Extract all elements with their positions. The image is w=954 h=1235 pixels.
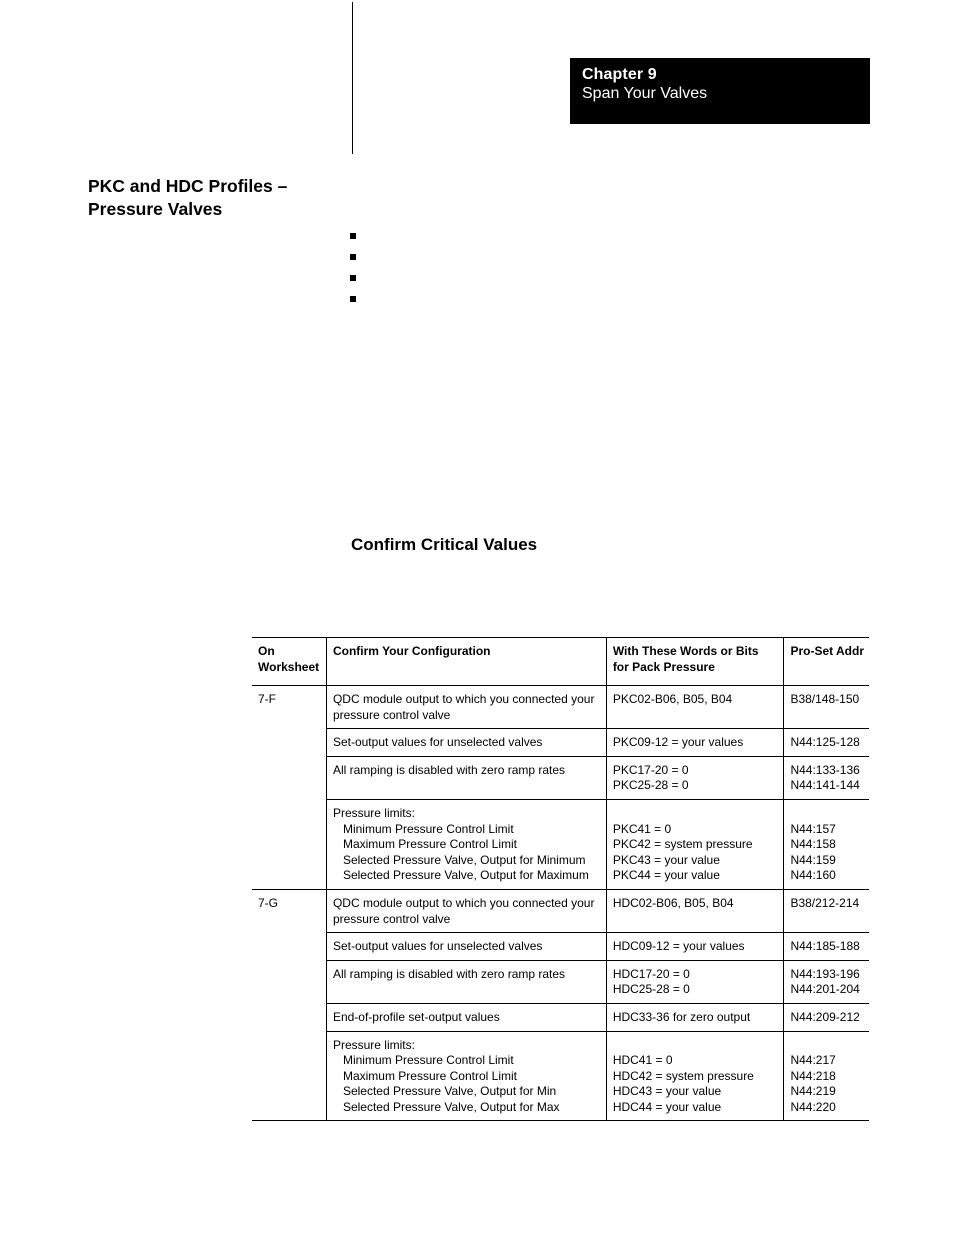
table-row bbox=[252, 729, 869, 757]
header-text: On bbox=[258, 644, 275, 658]
header-text: With These Words or Bits bbox=[612, 644, 759, 658]
cell-text: Selected Pressure Valve, Output for Maximum bbox=[342, 868, 589, 883]
cell-text: N44:160 bbox=[790, 868, 836, 883]
configuration-cell bbox=[326, 889, 606, 932]
words-bits-cell bbox=[606, 799, 784, 889]
header-addr bbox=[784, 638, 869, 686]
cell-text: PKC25-28 = 0 bbox=[612, 778, 689, 793]
cell-text: HDC33-36 for zero output bbox=[612, 1009, 751, 1024]
configuration-cell bbox=[326, 960, 606, 1003]
cell-text: Minimum Pressure Control Limit bbox=[342, 1053, 514, 1068]
configuration-cell bbox=[326, 933, 606, 961]
table-row bbox=[252, 756, 869, 799]
words-bits-cell bbox=[606, 1031, 784, 1121]
cell-text: PKC02-B06, B05, B04 bbox=[612, 692, 733, 706]
configuration-cell bbox=[326, 686, 606, 729]
configuration-cell bbox=[326, 756, 606, 799]
cell-text: N44:125-128 bbox=[790, 735, 860, 750]
worksheet-cell: 7-F bbox=[252, 686, 326, 890]
bullet-marker bbox=[350, 233, 356, 239]
cell-text: HDC09-12 = your values bbox=[612, 939, 745, 954]
words-bits-cell bbox=[606, 729, 784, 757]
cell-text: N44:185-188 bbox=[790, 939, 860, 954]
cell-text: N44:218 bbox=[790, 1068, 836, 1083]
pro-set-addr-cell bbox=[784, 799, 869, 889]
cell-text: pressure control valve bbox=[332, 911, 451, 926]
pro-set-addr-cell bbox=[784, 756, 869, 799]
cell-text: PKC44 = your value bbox=[612, 868, 720, 883]
cell-text: HDC42 = system pressure bbox=[612, 1068, 754, 1083]
table-row bbox=[252, 1031, 869, 1121]
cell-text: HDC43 = your value bbox=[612, 1084, 722, 1099]
pro-set-addr-cell bbox=[784, 960, 869, 1003]
cell-text: B38/212-214 bbox=[790, 895, 860, 910]
pro-set-addr-cell bbox=[784, 933, 869, 961]
words-bits-cell bbox=[606, 960, 784, 1003]
bullet-marker bbox=[350, 296, 356, 302]
cell-text: Set-output values for unselected valves bbox=[332, 939, 543, 954]
chapter-header-box bbox=[570, 58, 870, 124]
spacer-line bbox=[613, 806, 779, 822]
cell-text: PKC43 = your value bbox=[612, 852, 720, 867]
spacer-line bbox=[790, 806, 864, 822]
configuration-cell bbox=[326, 1003, 606, 1031]
cell-text: N44:219 bbox=[790, 1084, 836, 1099]
configuration-cell bbox=[326, 1031, 606, 1121]
cell-text: N44:209-212 bbox=[790, 1009, 860, 1024]
bullet-marker bbox=[350, 275, 356, 281]
chapter-label: Chapter 9 bbox=[582, 66, 657, 83]
pro-set-addr-cell bbox=[784, 686, 869, 729]
configuration-cell bbox=[326, 729, 606, 757]
header-text: Confirm Your Configuration bbox=[332, 644, 491, 658]
section-heading-line1: PKC and HDC Profiles – bbox=[88, 176, 288, 196]
table-row bbox=[252, 686, 869, 729]
cell-text: N44:158 bbox=[790, 837, 836, 852]
cell-text: Maximum Pressure Control Limit bbox=[342, 837, 517, 852]
words-bits-cell bbox=[606, 686, 784, 729]
header-worksheet bbox=[252, 638, 326, 686]
cell-text: All ramping is disabled with zero ramp rates bbox=[332, 762, 566, 777]
cell-text: HDC44 = your value bbox=[612, 1099, 722, 1114]
cell-text: N44:220 bbox=[790, 1099, 836, 1114]
confirm-critical-values-heading: Confirm Critical Values bbox=[351, 535, 538, 554]
pro-set-addr-cell bbox=[784, 1031, 869, 1121]
cell-text: Selected Pressure Valve, Output for Max bbox=[342, 1099, 560, 1114]
cell-text: B38/148-150 bbox=[790, 692, 860, 706]
pro-set-addr-cell bbox=[784, 889, 869, 932]
cell-text: PKC09-12 = your values bbox=[612, 735, 744, 750]
cell-text: HDC02-B06, B05, B04 bbox=[612, 895, 734, 910]
cell-text: PKC42 = system pressure bbox=[612, 837, 753, 852]
pro-set-addr-cell bbox=[784, 729, 869, 757]
cell-text: N44:133-136 bbox=[790, 762, 860, 777]
configuration-cell bbox=[326, 799, 606, 889]
section-heading bbox=[88, 175, 287, 221]
vertical-rule bbox=[352, 2, 353, 154]
section-heading-line2: Pressure Valves bbox=[88, 199, 223, 219]
cell-text: N44:141-144 bbox=[790, 778, 860, 793]
cell-text: N44:157 bbox=[790, 821, 836, 836]
cell-text: HDC17-20 = 0 bbox=[612, 966, 690, 981]
cell-text: QDC module output to which you connected your bbox=[332, 692, 595, 706]
table-row bbox=[252, 1003, 869, 1031]
bullet-list bbox=[350, 233, 356, 317]
words-bits-cell bbox=[606, 1003, 784, 1031]
cell-text: PKC41 = 0 bbox=[612, 821, 672, 836]
header-text: for Pack Pressure bbox=[612, 659, 715, 674]
cell-text: N44:217 bbox=[790, 1053, 836, 1068]
cell-text: HDC41 = 0 bbox=[612, 1053, 673, 1068]
cell-text: Set-output values for unselected valves bbox=[332, 735, 543, 750]
cell-text: QDC module output to which you connected your bbox=[332, 895, 595, 910]
cell-text: Maximum Pressure Control Limit bbox=[342, 1068, 517, 1083]
spacer-line bbox=[790, 1038, 864, 1054]
table-row bbox=[252, 960, 869, 1003]
pressure-limits-label: Pressure limits: bbox=[332, 805, 415, 820]
cell-text: All ramping is disabled with zero ramp rates bbox=[332, 966, 566, 981]
cell-text: pressure control valve bbox=[332, 707, 451, 722]
table-body bbox=[252, 686, 869, 1121]
bullet-marker bbox=[350, 254, 356, 260]
header-words bbox=[606, 638, 784, 686]
cell-text: N44:201-204 bbox=[790, 982, 860, 997]
cell-text: HDC25-28 = 0 bbox=[612, 982, 690, 997]
table-row bbox=[252, 799, 869, 889]
cell-text: Selected Pressure Valve, Output for Minimum bbox=[342, 852, 586, 867]
header-configuration bbox=[326, 638, 606, 686]
cell-text: End-of-profile set-output values bbox=[332, 1009, 500, 1024]
pressure-limits-label: Pressure limits: bbox=[332, 1037, 415, 1052]
spacer-line bbox=[613, 1038, 779, 1054]
header-text: Pro-Set Addr bbox=[790, 644, 864, 658]
confirm-config-table bbox=[252, 637, 869, 1121]
words-bits-cell bbox=[606, 889, 784, 932]
table-row bbox=[252, 889, 869, 932]
cell-text: N44:193-196 bbox=[790, 966, 860, 981]
table-header-row bbox=[252, 638, 869, 686]
header-text: Worksheet bbox=[258, 659, 320, 674]
worksheet-cell: 7-G bbox=[252, 889, 326, 1121]
cell-text: N44:159 bbox=[790, 852, 836, 867]
table-row bbox=[252, 933, 869, 961]
words-bits-cell bbox=[606, 933, 784, 961]
cell-text: PKC17-20 = 0 bbox=[612, 762, 689, 777]
pro-set-addr-cell bbox=[784, 1003, 869, 1031]
cell-text: Minimum Pressure Control Limit bbox=[342, 821, 514, 836]
words-bits-cell bbox=[606, 756, 784, 799]
chapter-title: Span Your Valves bbox=[582, 85, 708, 102]
cell-text: Selected Pressure Valve, Output for Min bbox=[342, 1084, 557, 1099]
